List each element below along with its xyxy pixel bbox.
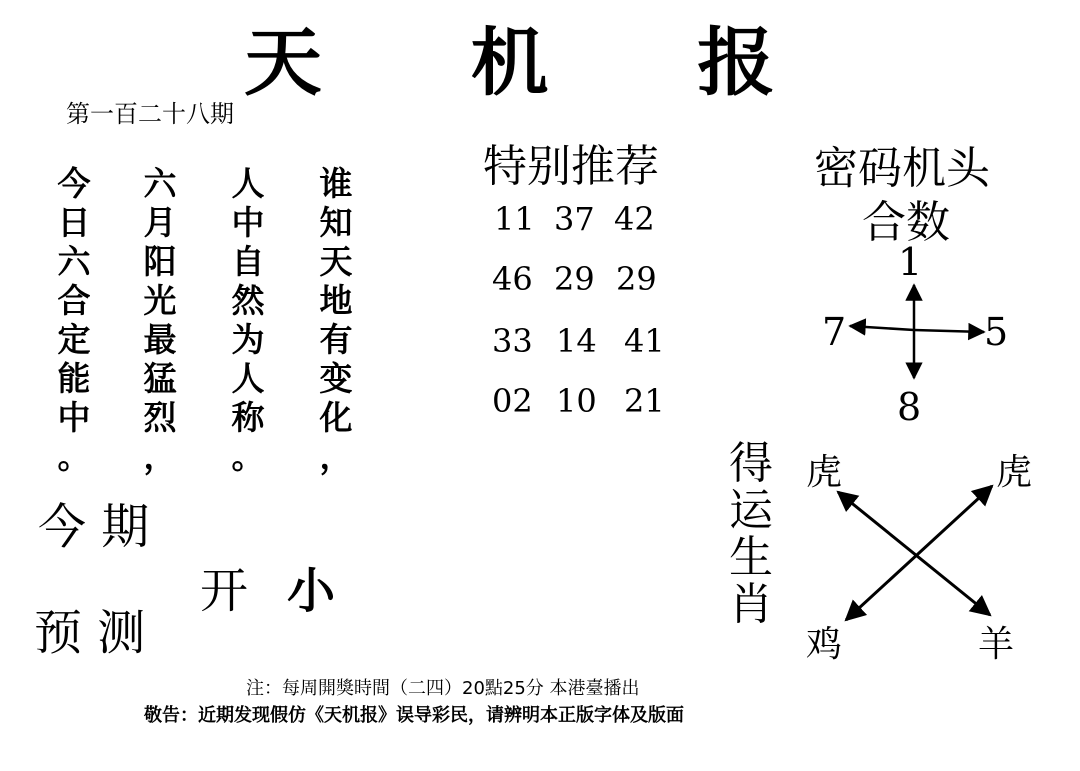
- page-title: 天 机 报: [244, 20, 836, 106]
- poem-char: 最: [143, 320, 177, 359]
- issue-number: 第一百二十八期: [66, 100, 234, 128]
- forecast-label-this-issue: 今 期: [38, 499, 150, 555]
- special-number: 11: [494, 200, 535, 238]
- poem-char: 阳: [143, 242, 177, 281]
- poem-char: 人: [231, 164, 265, 203]
- poem-char: 六: [143, 164, 177, 203]
- zodiac-vertical-char: 得: [729, 438, 773, 489]
- special-number: 29: [554, 260, 595, 298]
- poem-char: 六: [57, 242, 91, 281]
- special-number: 46: [492, 260, 533, 298]
- zodiac-bottom-right: 羊: [978, 624, 1015, 665]
- poem-char: 。: [57, 437, 91, 476]
- poem-char: 为: [231, 320, 265, 359]
- special-number: 37: [554, 200, 595, 238]
- poem-char: 日: [57, 203, 91, 242]
- poem-char: 。: [231, 437, 265, 476]
- special-number: 33: [492, 322, 533, 360]
- poem-char: ，: [143, 437, 177, 476]
- code-up-number: 1: [898, 240, 923, 284]
- poem-char: ，: [319, 437, 353, 476]
- poem-char: 光: [143, 281, 177, 320]
- zodiac-arrows: [838, 486, 992, 620]
- special-number: 21: [624, 382, 665, 420]
- special-number: 42: [614, 200, 655, 238]
- poem-char: 能: [57, 359, 91, 398]
- poem-char: 猛: [143, 359, 177, 398]
- zodiac-top-right: 虎: [996, 452, 1033, 493]
- zodiac-top-left: 虎: [806, 452, 843, 493]
- poem-char: 然: [231, 281, 265, 320]
- poem-char: 自: [231, 242, 265, 281]
- poem-char: 中: [231, 203, 265, 242]
- cross-arrows: [850, 285, 984, 378]
- poem-char: 天: [319, 242, 353, 281]
- poem-char: 谁: [319, 164, 353, 203]
- zodiac-bottom-left: 鸡: [806, 624, 843, 665]
- special-number: 10: [556, 382, 597, 420]
- forecast-label-prediction: 预 测: [34, 605, 146, 661]
- poem-char: 地: [319, 281, 353, 320]
- arrow-left: [850, 326, 914, 330]
- code-down-number: 8: [897, 385, 922, 429]
- poem-char: 化: [319, 398, 353, 437]
- special-number: 41: [624, 322, 665, 360]
- forecast-open: 开: [200, 563, 249, 619]
- poem-char: 称: [231, 398, 265, 437]
- poem-char: 今: [57, 164, 91, 203]
- code-left-number: 7: [822, 310, 847, 354]
- poem-char: 中: [57, 398, 91, 437]
- special-number: 02: [492, 382, 533, 420]
- poem-char: 月: [143, 203, 177, 242]
- code-subheading: 合数: [862, 197, 950, 248]
- poem-char: 烈: [143, 398, 177, 437]
- poem-char: 定: [57, 320, 91, 359]
- poem-char: 合: [57, 281, 91, 320]
- footer-warning: 敬告：近期发现假仿《天机报》误导彩民，请辨明本正版字体及版面: [144, 705, 684, 726]
- special-heading: 特别推荐: [483, 141, 659, 192]
- poem-char: 人: [231, 359, 265, 398]
- code-heading: 密码机头: [814, 143, 990, 194]
- arrow-right: [914, 330, 984, 332]
- poem-char: 有: [319, 320, 353, 359]
- forecast-small: 小: [287, 563, 336, 619]
- footer-note: 注：每周開獎時間（二四）20點25分 本港臺播出: [246, 678, 640, 699]
- poem-char: 变: [319, 359, 353, 398]
- special-number: 14: [556, 322, 597, 360]
- zodiac-vertical-char: 生: [729, 532, 773, 583]
- poem-char: 知: [319, 203, 353, 242]
- zodiac-vertical-char: 运: [729, 485, 773, 536]
- special-number: 29: [616, 260, 657, 298]
- code-right-number: 5: [984, 310, 1009, 354]
- zodiac-vertical-char: 肖: [729, 579, 773, 630]
